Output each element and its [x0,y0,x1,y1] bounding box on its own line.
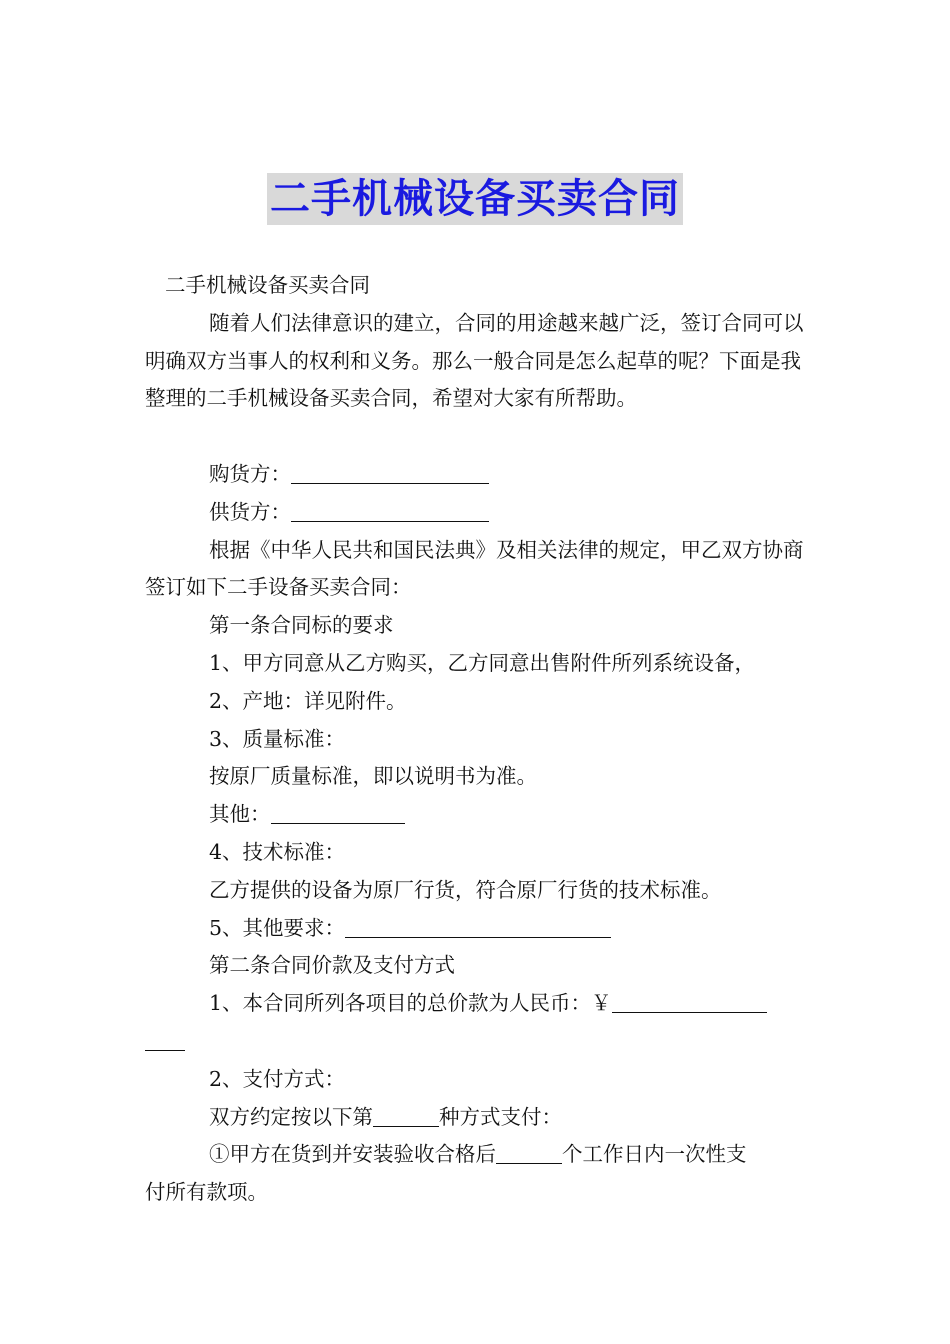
article1-item1: 1、甲方同意从乙方购买，乙方同意出售附件所列系统设备， [209,650,756,675]
other-label: 其他： [209,802,271,827]
intro-paragraph: 随着人们法律意识的建立，合同的用途越来越广泛，签订合同可以明确双方当事人的权利和义务。那么一般合同是怎么起草的呢？下面是我整理的二手机械设备买卖合同，希望对大家有所帮助。 [145,310,804,411]
opt1-line [145,1136,807,1174]
spacer [145,418,807,456]
opt1-end: 付所有款项。 [145,1180,268,1205]
price-line-cont [145,1023,807,1061]
buyer-line [145,456,807,494]
opt1-prefix: ①甲方在货到并安装验收合格后 [209,1142,496,1167]
price-label: 1、本合同所列各项目的总价款为人民币：￥ [209,991,612,1016]
document-title: 二手机械设备买卖合同 [267,173,683,225]
article1-item4: 4、技术标准： [209,839,346,864]
item5-blank [345,917,611,938]
price-line [145,985,807,1023]
article1-item4-detail: 乙方提供的设备为原厂行货，符合原厂行货的技术标准。 [209,877,722,902]
seller-label: 供货方： [209,499,291,524]
seller-line [145,494,807,532]
article1-item2: 2、产地：详见附件。 [209,688,407,713]
opt1-blank [496,1143,562,1164]
seller-blank [291,501,489,522]
other-blank [271,803,405,824]
other-line [145,796,807,834]
document-title-wrap [0,173,950,225]
price-blank-cont [145,1030,185,1051]
article2-item2: 2、支付方式： [209,1066,346,1091]
subtitle: 二手机械设备买卖合同 [165,273,370,297]
buyer-blank [291,463,489,484]
price-blank [612,992,767,1013]
agree-suffix: 种方式支付： [439,1104,562,1129]
item5-label: 5、其他要求： [209,915,346,940]
agree-prefix: 双方约定按以下第 [209,1104,373,1129]
opt1-mid: 个工作日内一次性支 [562,1142,747,1167]
article1-item3-detail: 按原厂质量标准，即以说明书为准。 [209,764,537,789]
basis-paragraph: 根据《中华人民共和国民法典》及相关法律的规定，甲乙双方协商签订如下二手设备买卖合同： [145,537,804,600]
article1-heading: 第一条合同标的要求 [209,613,394,638]
article2-heading: 第二条合同价款及支付方式 [209,953,455,978]
item5-line [145,910,807,948]
document-body [145,267,807,1212]
article1-item3: 3、质量标准： [209,726,346,751]
agree-blank [373,1106,439,1127]
agree-line [145,1099,807,1137]
buyer-label: 购货方： [209,461,291,486]
